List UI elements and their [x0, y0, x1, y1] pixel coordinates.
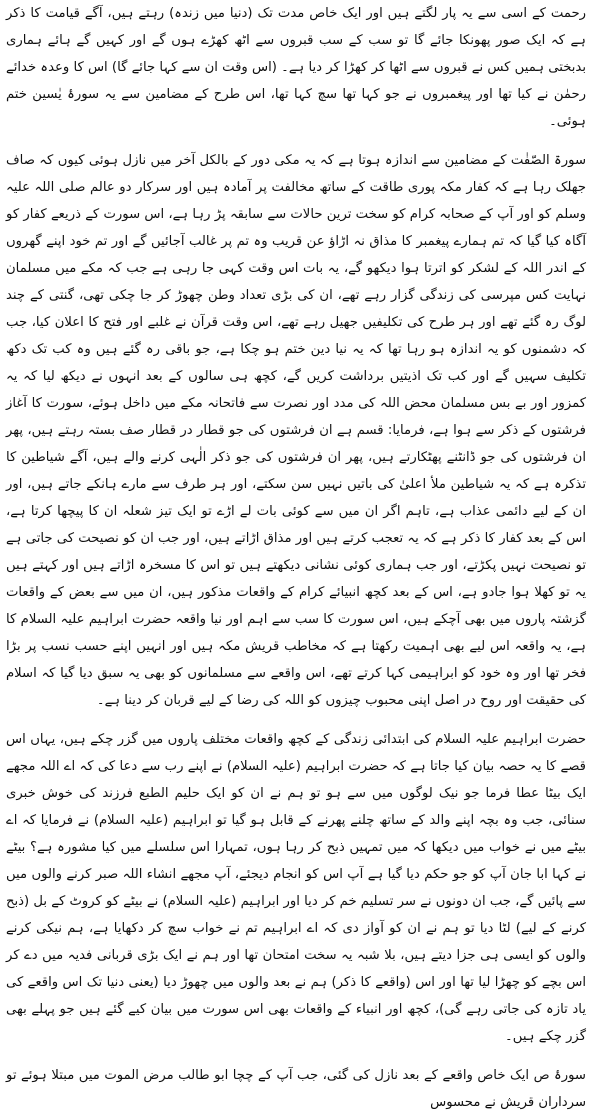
- paragraph-surah-yaseen-ending: رحمت کے اسی سے یہ پار لگتے ہیں اور ایک خاص مدت تک (دنیا میں زندہ) رہتے ہیں، آگے قیامت کا ذکر ہے کہ ایک صور پھونکا جائے گا تو سب کے سب قبروں سے اٹھ کھڑے ہوں گے اور کہیں گے ہائے ہماری بدبختی ہمیں کس نے قبروں سے اٹھا کر کھڑا کر دیا ہے۔ (اس وقت ان سے کہا جائے گا) اس کا وعدہ خدائے رحمٰن نے کیا تھا اور پیغمبروں نے جو کہا تھا سچ کہا تھا، اس طرح کے مضامین سے یہ سورۂ یٰسین ختم ہوئی۔: [6, 6, 586, 129]
- paragraph-surah-saffat-intro: سورۃ الصّفٰت کے مضامین سے اندازہ ہوتا ہے کہ یہ مکی دور کے بالکل آخر میں نازل ہوئی کیوں کہ صاف جھلک رہا ہے کہ کفار مکہ پوری طاقت کے ساتھ مخالفت پر آمادہ ہیں اور سرکار دو عالم صلی اللہ علیہ وسلم کو اور آپ کے صحابہ کرام کو سخت ترین حالات سے سابقہ پڑ رہا ہے، اس سورت کے ذریعے کفار کو آگاہ کیا گیا کہ تم ہمارے پیغمبر کا مذاق نہ اڑاؤ عن قریب وہ تم پر غالب آجائیں گے اور تم خود اپنے گھروں کے اندر اللہ کے لشکر کو اترتا ہوا دیکھو گے، یہ بات اس وقت کہی جا رہی ہے جب کہ مکے میں مسلمان نہایت کس مپرسی کی زندگی گزار رہے تھے، ان کی بڑی تعداد وطن چھوڑ کر جا چکی تھی، گنتی کے چند لوگ رہ گئے تھے اور ہر طرح کی تکلیفیں جھیل رہے تھے، اس وقت قرآن نے غلبے اور فتح کا اعلان کیا، جب کہ دشمنوں کو یہ اندازہ ہو رہا تھا کہ یہ نیا دین ختم ہو چکا ہے، جو باقی رہ گئے ہیں وہ کب تک دکھ تکلیف سہیں گے اور کب تک اذیتیں برداشت کریں گے، کچھ ہی سالوں کے بعد انہوں نے دیکھ لیا کہ یہ کمزور اور بے بس مسلمان محض اللہ کی مدد اور نصرت سے فاتحانہ مکے میں داخل ہوئے، سورت کا آغاز فرشتوں کے ذکر سے ہوا ہے، فرمایا: قسم ہے ان فرشتوں کی جو قطار در قطار صف بستہ رہتے ہیں، پھر ان فرشتوں کی جو ڈانٹنے پھٹکارتے ہیں، پھر ان فرشتوں کی جو ذکر الٰہی کرنے والے ہیں، آگے شیاطین کا تذکرہ ہے کہ یہ شیاطین ملأ اعلیٰ کی باتیں نہیں سن سکتے، اور ہر طرف سے مارے ہانکے جاتے ہیں، اور ان کے لیے دائمی عذاب ہے، تاہم اگر ان میں سے کوئی بات لے اڑے تو ایک تیز شعلہ ان کا پیچھا کرتا ہے، اس کے بعد کفار کا ذکر ہے کہ یہ تعجب کرتے ہیں اور مذاق اڑاتے ہیں، اور جب ان کو نصیحت کی جاتی ہے تو نصیحت نہیں پکڑتے، اور جب ہماری کوئی نشانی دیکھتے ہیں تو اس کا مسخرہ اڑاتے ہیں اور کہتے ہیں یہ تو کھلا ہوا جادو ہے، اس کے بعد کچھ انبیائے کرام کے واقعات مذکور ہیں، ان میں سے بعض کے واقعات گزشتہ پاروں میں بھی آچکے ہیں، اس سورت کا سب سے اہم اور نیا واقعہ حضرت ابراہیم علیہ السلام کا ہے، یہ واقعہ اس لیے بھی اہمیت رکھتا ہے کہ مخاطب قریش مکہ ہیں اور انہیں اپنے حسب نسب پر بڑا فخر تھا اور وہ خود کو ابراہیمی کہا کرتے تھے، اس واقعے سے مسلمانوں کو بھی یہ سبق دیا گیا کہ اسلام کی حقیقت اور روح در اصل اپنی محبوب چیزوں کو اللہ کی رضا کے لیے قربان کر دینا ہے۔: [6, 153, 586, 708]
- paragraph-surah-saad-intro: سورۂ ص ایک خاص واقعے کے بعد نازل کی گئی، جب آپ کے چچا ابو طالب مرض الموت میں مبتلا ہوئے تو سرداران قریش نے محسوس: [6, 1068, 586, 1110]
- paragraph-ibrahim-story: حضرت ابراہیم علیہ السلام کی ابتدائی زندگی کے کچھ واقعات مختلف پاروں میں گزر چکے ہیں، یہاں اس قصے کا یہ حصہ بیان کیا جاتا ہے کہ حضرت ابراہیم (علیہ السلام) نے اپنے رب سے دعا کی کہ اے اللہ مجھے ایک بیٹا عطا فرما جو نیک لوگوں میں سے ہو تو ہم نے ان کو ایک حلیم الطبع فرزند کی خوش خبری سنائی، جب وہ بچہ اپنے والد کے ساتھ چلنے پھرنے کے قابل ہو گیا تو ابراہیم (علیہ السلام) نے فرمایا کہ اے بیٹے میں نے خواب میں دیکھا کہ میں تمہیں ذبح کر رہا ہوں، تمہارا اس سلسلے میں کیا مشورہ ہے؟ بیٹے نے کہا ابا جان آپ کو جو حکم دیا گیا ہے آپ اس کو انجام دیجئے، آپ مجھے انشاء اللہ صبر کرنے والوں میں سے پائیں گے، جب ان دونوں نے سر تسلیم خم کر دیا اور ابراہیم (علیہ السلام) نے بیٹے کو کروٹ کے بل (ذبح کرنے کے لیے) لٹا دیا تو ہم نے ان کو آواز دی کہ اے ابراہیم تم نے خواب سچ کر دکھایا ہے، ہم نیکی کرنے والوں کو ایسی ہی جزا دیتے ہیں، بلا شبہ یہ سخت امتحان تھا اور ہم نے ایک بڑی قربانی فدیہ میں دے کر اس بچے کو چھڑا لیا تھا اور اس (واقعے کا ذکر) ہم نے بعد والوں میں چھوڑ دیا (یعنی دنیا تک اس واقعے کی یاد تازہ کی جاتی رہے گی)، کچھ اور انبیاء کے واقعات بھی اس سورت میں بیان کیے گئے ہیں جو پہلے بھی گزر چکے ہیں۔: [6, 732, 586, 1044]
